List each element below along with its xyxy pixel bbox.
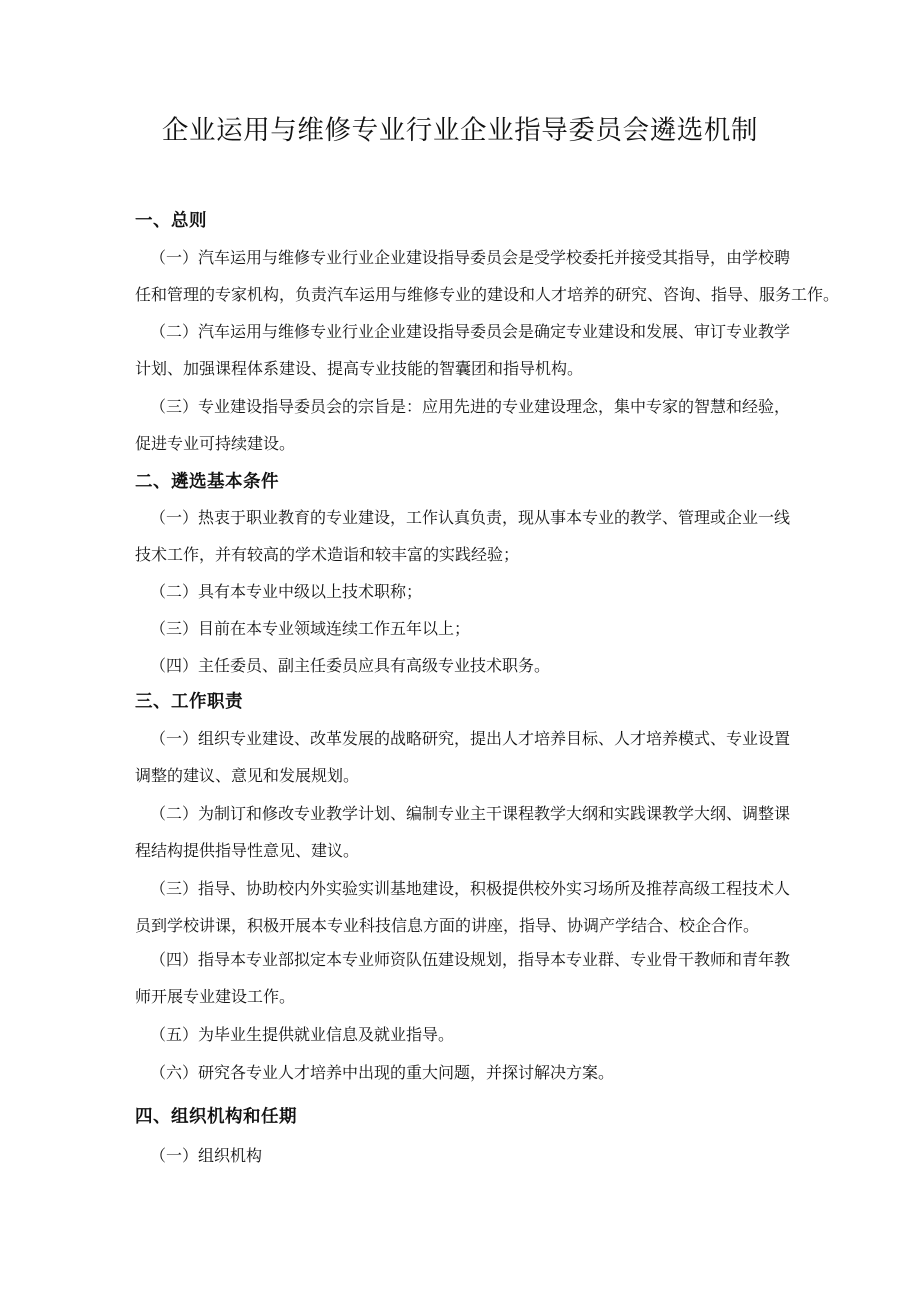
paragraph bbox=[135, 941, 835, 1015]
text-line: （四）主任委员、副主任委员应具有高级专业技术职务。 bbox=[150, 656, 551, 675]
text-line: 调整的建议、意见和发展规划。 bbox=[135, 766, 360, 785]
paragraph bbox=[135, 1016, 835, 1053]
text-line: （五）为毕业生提供就业信息及就业指导。 bbox=[150, 1025, 455, 1044]
paragraph bbox=[135, 870, 835, 944]
paragraph bbox=[135, 647, 835, 684]
text-line: 员到学校讲课，积极开展本专业科技信息方面的讲座，指导、协调产学结合、校企合作。 bbox=[135, 916, 760, 935]
text-line: 任和管理的专家机构，负责汽车运用与维修专业的建设和人才培养的研究、咨询、指导、服务工作。 bbox=[135, 285, 840, 304]
text-line: （三）专业建设指导委员会的宗旨是：应用先进的专业建设理念，集中专家的智慧和经验， bbox=[150, 397, 791, 416]
text-line: 师开展专业建设工作。 bbox=[135, 987, 296, 1006]
text-line: （一）热衷于职业教育的专业建设，工作认真负责，现从事本专业的教学、管理或企业一线 bbox=[150, 508, 791, 527]
text-line: （一）组织专业建设、改革发展的战略研究，提出人才培养目标、人才培养模式、专业设置 bbox=[150, 729, 791, 748]
paragraph bbox=[135, 239, 840, 313]
text-line: （三）指导、协助校内外实验实训基地建设，积极提供校外实习场所及推荐高级工程技术人 bbox=[150, 879, 791, 898]
document-title: 企业运用与维修专业行业企业指导委员会遴选机制 bbox=[161, 115, 759, 146]
text-line: （六）研究各专业人才培养中出现的重大问题，并探讨解决方案。 bbox=[150, 1063, 615, 1082]
paragraph bbox=[135, 573, 835, 610]
text-line: （三）目前在本专业领域连续工作五年以上； bbox=[150, 619, 471, 638]
paragraph bbox=[135, 795, 835, 869]
text-line: （一）组织机构 bbox=[150, 1146, 263, 1165]
paragraph bbox=[135, 1137, 835, 1174]
text-line: 程结构提供指导性意见、建议。 bbox=[135, 841, 360, 860]
text-line: 计划、加强课程体系建设、提高专业技能的智囊团和指导机构。 bbox=[135, 359, 584, 378]
paragraph bbox=[135, 499, 835, 573]
text-line: （二）为制订和修改专业教学计划、编制专业主干课程教学大纲和实践课教学大纲、调整课 bbox=[150, 804, 791, 823]
paragraph bbox=[135, 313, 835, 387]
paragraph bbox=[135, 720, 835, 794]
text-line: 促进专业可持续建设。 bbox=[135, 434, 296, 453]
section-heading-duties: 三、工作职责 bbox=[135, 692, 243, 712]
paragraph bbox=[135, 388, 835, 462]
paragraph bbox=[135, 1054, 835, 1091]
text-line: （一）汽车运用与维修专业行业企业建设指导委员会是受学校委托并接受其指导，由学校聘 bbox=[150, 248, 791, 267]
paragraph bbox=[135, 610, 835, 647]
text-line: （二）汽车运用与维修专业行业企业建设指导委员会是确定专业建设和发展、审订专业教学 bbox=[150, 322, 791, 341]
text-line: （四）指导本专业部拟定本专业师资队伍建设规划，指导本专业群、专业骨干教师和青年教 bbox=[150, 950, 791, 969]
section-heading-selection-criteria: 二、遴选基本条件 bbox=[135, 472, 279, 492]
section-heading-organization: 四、组织机构和任期 bbox=[135, 1107, 297, 1127]
section-heading-general: 一、总则 bbox=[135, 211, 207, 231]
text-line: （二）具有本专业中级以上技术职称； bbox=[150, 582, 423, 601]
text-line: 技术工作，并有较高的学术造诣和较丰富的实践经验； bbox=[135, 545, 520, 564]
